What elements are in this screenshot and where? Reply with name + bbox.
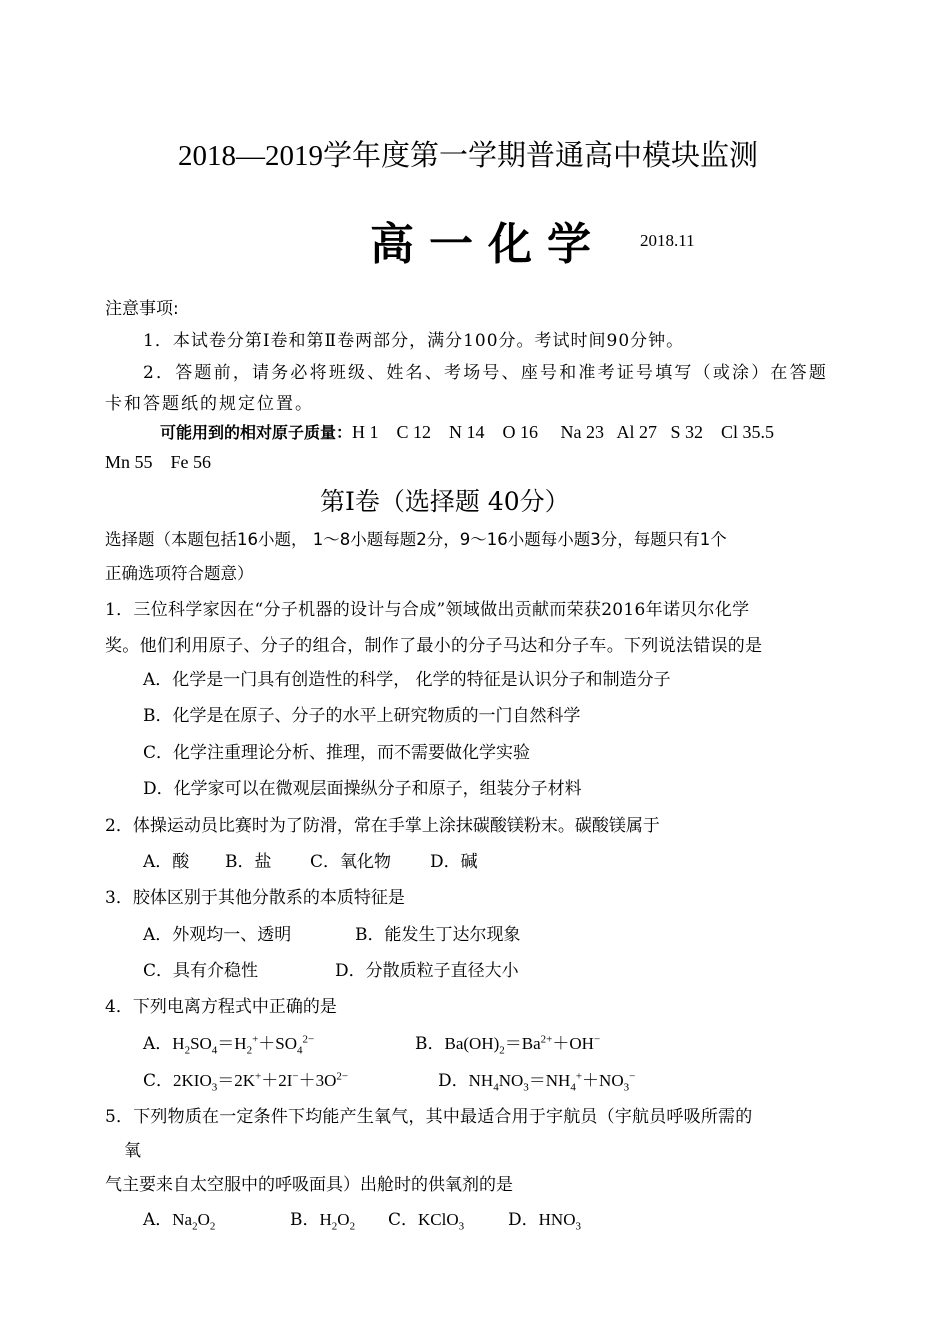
equation-h2so4: $H_2SO_4=H_2^++SO_4^{2-}$ (172, 1033, 315, 1057)
formula-h2o2: $H_2O_2$ (319, 1210, 356, 1233)
notice-heading: 注意事项: (105, 299, 179, 319)
question-1-option-c: C．化学注重理论分析、推理，而不需要做化学实验 (143, 743, 531, 763)
question-5-stem: 5．下列物质在一定条件下均能产生氧气，其中最适合用于宇航员（宇航员呼吸所需的 (105, 1107, 753, 1127)
question-1-stem-cont: 奖。他们利用原子、分子的组合，制作了最小的分子马达和分子车。下列说法错误的是 (105, 636, 763, 656)
notice-item-2: 2．答题前，请务必将班级、姓名、考场号、座号和准考证号填写（或涂）在答题 (143, 363, 829, 383)
equation-kio3: $2KIO_3=2K^++2I^-+3O^{2-}$ (173, 1070, 349, 1094)
question-3-option-c: C．具有介稳性 (143, 961, 259, 981)
formula-hno3: $HNO_3$ (538, 1210, 581, 1233)
question-5-option-b (290, 1205, 356, 1233)
formula-na2o2: $Na_2O_2$ (172, 1210, 216, 1233)
question-2-stem: 2．体操运动员比赛时为了防滑，常在手掌上涂抹碳酸镁粉末。碳酸镁属于 (105, 816, 660, 836)
question-3-option-a: A．外观均一、透明 (143, 925, 292, 945)
notice-item-1: 1．本试卷分第Ⅰ卷和第Ⅱ卷两部分，满分100分。考试时间90分钟。 (143, 331, 685, 351)
option-c-label: C． (388, 1210, 419, 1230)
question-4-option-b (415, 1029, 601, 1057)
question-3-stem: 3．胶体区别于其他分散系的本质特征是 (105, 888, 405, 908)
exam-date: 2018.11 (640, 231, 695, 250)
atomic-mass-values: H 1 C 12 N 14 O 16 Na 23 Al 27 S 32 Cl 35.5 (352, 422, 775, 442)
question-2-option-d: D．碱 (430, 852, 478, 872)
question-5-stem-cont2: 气主要来自太空服中的呼吸面具）出舱时的供氧剂的是 (105, 1175, 513, 1195)
question-1-option-d: D．化学家可以在微观层面操纵分子和原子，组装分子材料 (143, 779, 582, 799)
question-4-stem: 4．下列电离方程式中正确的是 (105, 997, 337, 1017)
question-1-stem: 1．三位科学家因在“分子机器的设计与合成”领域做出贡献而荣获2016年诺贝尔化学 (105, 600, 750, 620)
section-instructions: 选择题（本题包括16小题， 1～8小题每题2分，9～16小题每小题3分，每题只有1个 (105, 530, 727, 549)
question-5-option-d (508, 1205, 581, 1233)
atomic-mass-values-cont: Mn 55 Fe 56 (105, 452, 212, 472)
section-instructions-cont: 正确选项符合题意） (105, 564, 254, 583)
notice-item-2-cont: 卡和答题纸的规定位置。 (105, 394, 314, 414)
option-b-label: B． (290, 1210, 320, 1230)
question-5-stem-cont: 氧 (124, 1141, 141, 1161)
question-2-option-b: B．盐 (225, 852, 272, 872)
exam-title: 2018—2019学年度第一学期普通高中模块监测 (178, 140, 759, 172)
atomic-mass-label: 可能用到的相对原子质量： (160, 423, 353, 442)
formula-kclo3: KClO$_3$ (418, 1210, 465, 1233)
option-d-label: D． (438, 1071, 469, 1091)
option-a-label: A． (143, 1034, 173, 1054)
question-1-option-b: B．化学是在原子、分子的水平上研究物质的一门自然科学 (143, 706, 581, 726)
section-title: 第Ⅰ卷（选择题 40分） (320, 487, 570, 516)
option-c-label: C． (143, 1071, 174, 1091)
question-3-option-b: B．能发生丁达尔现象 (355, 925, 521, 945)
atomic-mass-line (160, 420, 774, 443)
option-b-label: B． (415, 1034, 445, 1054)
question-1-option-a: A．化学是一门具有创造性的科学， 化学的特征是认识分子和制造分子 (143, 670, 671, 690)
question-4-option-d (438, 1066, 636, 1094)
equation-nh4no3: $NH_4NO_3=NH_4^++NO_3^-$ (468, 1070, 636, 1094)
question-2-option-a: A．酸 (143, 852, 190, 872)
question-5-option-c (388, 1205, 465, 1233)
question-4-option-a (143, 1029, 315, 1057)
question-2-option-c: C．氧化物 (310, 852, 392, 872)
option-d-label: D． (508, 1210, 539, 1230)
equation-baoh2: $Ba(OH)_2=Ba^{2+}+OH^-$ (444, 1033, 601, 1057)
question-3-option-d: D．分散质粒子直径大小 (335, 961, 519, 981)
question-4-option-c (143, 1066, 349, 1094)
subject-title: 高 一 化 学 (370, 220, 593, 269)
option-a-label: A． (143, 1210, 173, 1230)
question-5-option-a (143, 1205, 216, 1233)
